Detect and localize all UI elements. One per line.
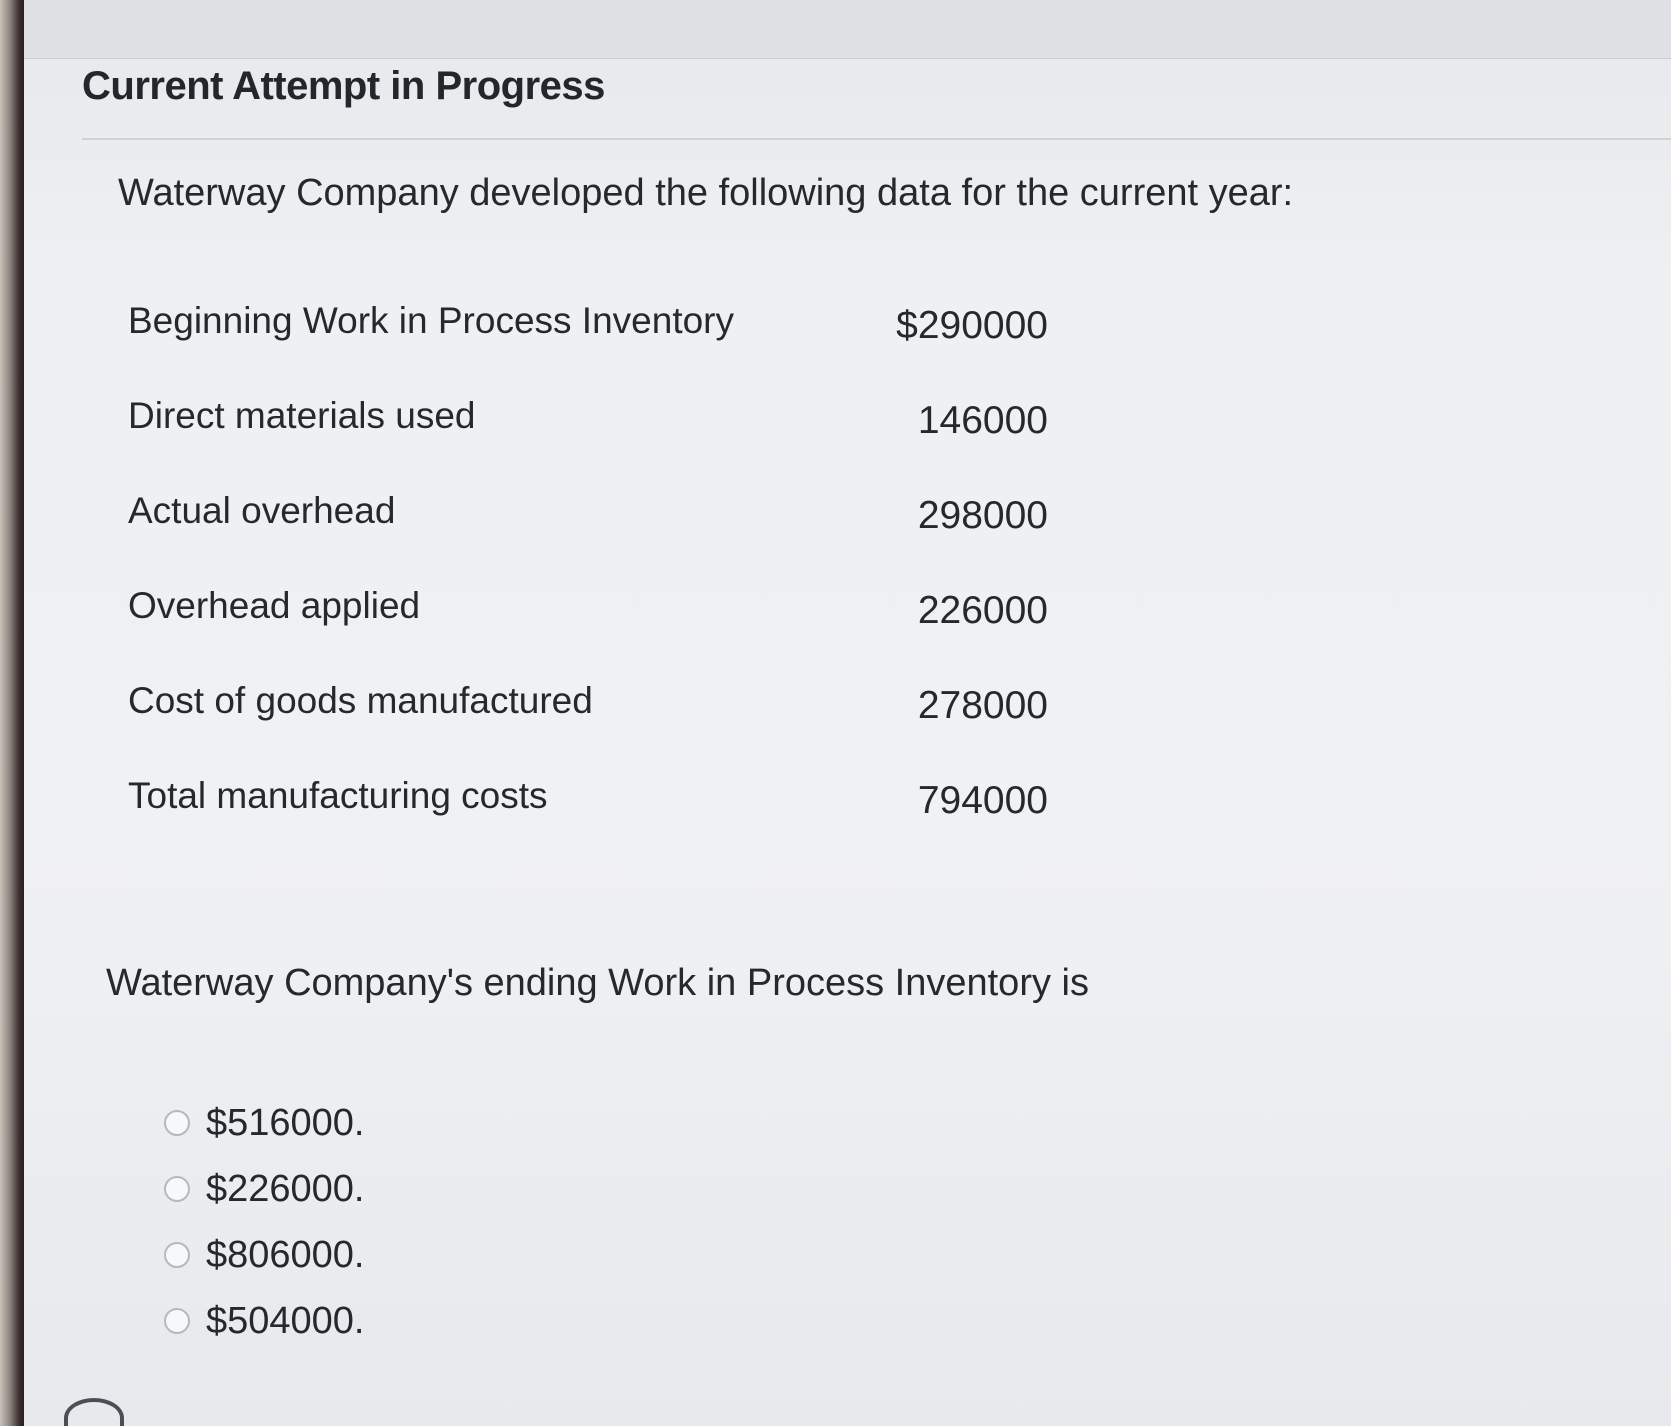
row-label: Beginning Work in Process Inventory	[128, 300, 735, 341]
answer-option[interactable]	[164, 1156, 365, 1222]
data-row	[128, 775, 1048, 870]
row-label: Overhead applied	[128, 585, 421, 626]
option-label[interactable]: $516000.	[206, 1101, 365, 1144]
row-label: Cost of goods manufactured	[128, 680, 593, 721]
data-row	[128, 680, 1048, 775]
answer-option[interactable]	[164, 1090, 365, 1156]
page-title: Current Attempt in Progress	[82, 64, 605, 108]
monitor-bezel	[0, 0, 24, 1426]
data-table	[128, 300, 1048, 870]
option-label[interactable]: $226000.	[206, 1167, 365, 1210]
answer-options	[164, 1090, 365, 1354]
answer-option[interactable]	[164, 1222, 365, 1288]
row-label: Actual overhead	[128, 490, 396, 531]
option-label[interactable]: $504000.	[206, 1299, 365, 1342]
row-value: 278000	[917, 684, 1048, 727]
radio-button[interactable]	[164, 1110, 190, 1136]
row-value: 794000	[917, 779, 1048, 822]
answer-option[interactable]	[164, 1288, 365, 1354]
data-row	[128, 585, 1048, 680]
row-label: Total manufacturing costs	[128, 775, 548, 816]
question-header	[82, 58, 1671, 140]
row-value: 146000	[917, 399, 1048, 442]
data-row	[128, 300, 1048, 395]
row-value: 226000	[917, 589, 1048, 632]
row-label: Direct materials used	[128, 395, 476, 436]
data-row	[128, 395, 1048, 490]
radio-button[interactable]	[164, 1308, 190, 1334]
row-value: 298000	[917, 494, 1048, 537]
question-prompt: Waterway Company's ending Work in Process Inventory is	[106, 962, 1089, 1004]
option-label[interactable]: $806000.	[206, 1233, 365, 1276]
row-value: $290000	[896, 304, 1048, 347]
radio-button[interactable]	[164, 1242, 190, 1268]
partial-icon	[64, 1398, 124, 1426]
data-row	[128, 490, 1048, 585]
top-bar	[24, 0, 1671, 59]
question-intro: Waterway Company developed the following data for the current year:	[118, 172, 1294, 214]
radio-button[interactable]	[164, 1176, 190, 1202]
